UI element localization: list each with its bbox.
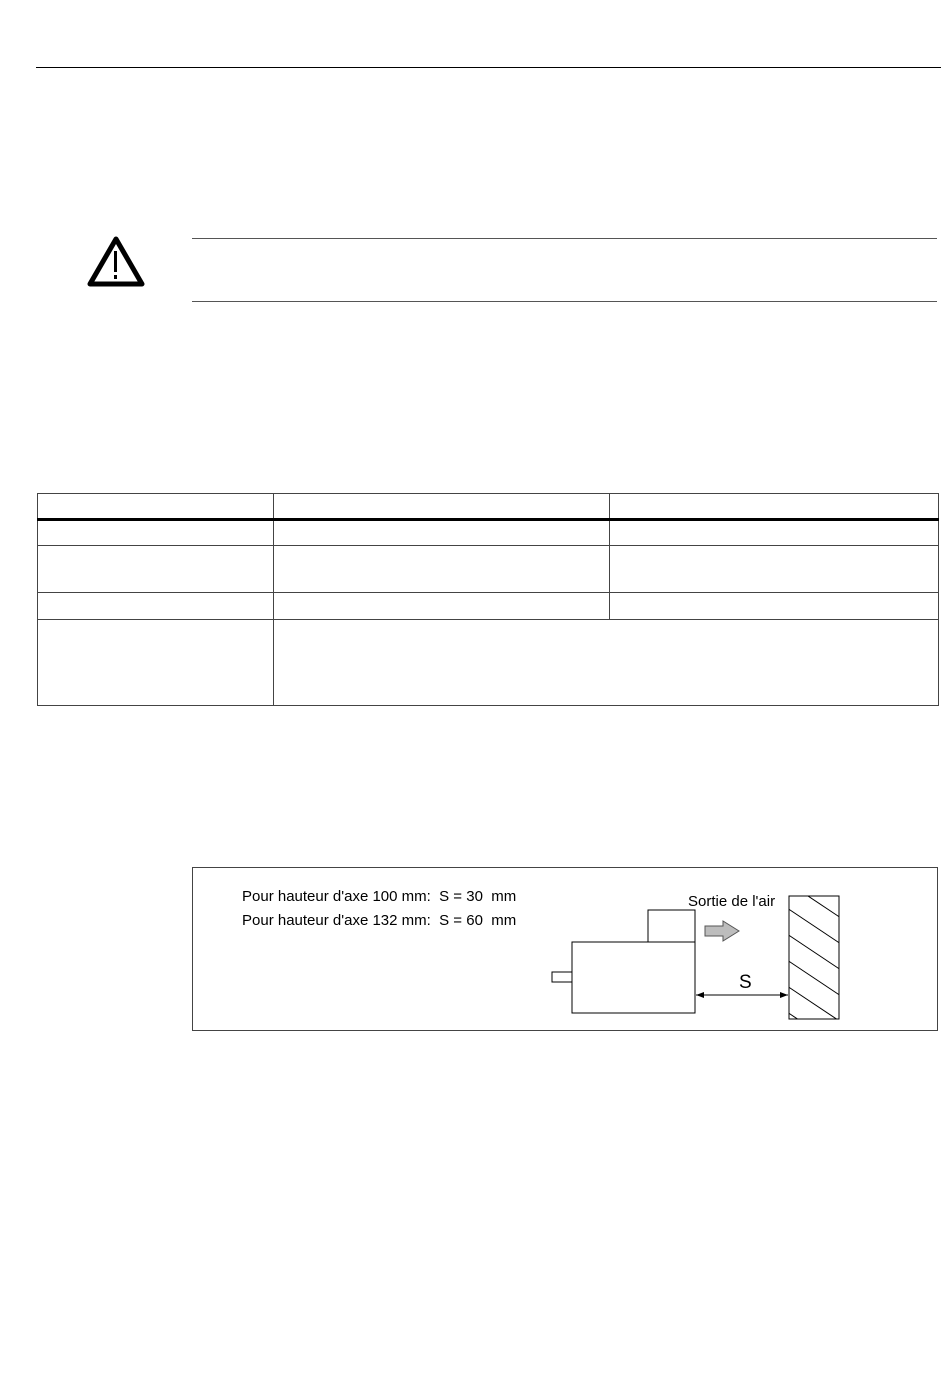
table-cell	[38, 546, 274, 593]
table-row	[38, 593, 939, 619]
warning-bottom-rule	[192, 301, 937, 302]
table-cell-merged	[274, 619, 939, 705]
table-cell	[610, 494, 939, 520]
figure-line-axis-132: Pour hauteur d'axe 132 mm: S = 60 mm	[242, 912, 517, 929]
table-cell	[610, 546, 939, 593]
table-row	[38, 520, 939, 546]
table-cell	[38, 619, 274, 705]
table-cell	[274, 546, 610, 593]
clearance-figure	[192, 867, 938, 1031]
motor-body	[572, 942, 695, 1013]
table-header-row	[38, 494, 939, 520]
table-row	[38, 619, 939, 705]
table-cell	[274, 494, 610, 520]
motor-diagram	[193, 868, 939, 1032]
figure-line-axis-100: Pour hauteur d'axe 100 mm: S = 30 mm	[242, 888, 517, 905]
table-cell	[610, 520, 939, 546]
warning-top-rule	[192, 238, 937, 239]
wall-hatch	[769, 870, 859, 1032]
air-outlet-label: Sortie de l'air	[688, 893, 776, 910]
distance-label: S	[739, 972, 752, 993]
table-cell	[274, 593, 610, 619]
specification-table	[37, 493, 939, 706]
motor-shaft	[552, 972, 572, 982]
table-cell	[274, 520, 610, 546]
table-cell	[610, 593, 939, 619]
table-row	[38, 546, 939, 593]
terminal-box	[648, 910, 695, 942]
air-flow-arrow-icon	[705, 921, 739, 941]
table-cell	[38, 520, 274, 546]
table-cell	[38, 593, 274, 619]
header-rule	[36, 67, 941, 68]
warning-triangle-icon	[87, 236, 145, 288]
table-cell	[38, 494, 274, 520]
